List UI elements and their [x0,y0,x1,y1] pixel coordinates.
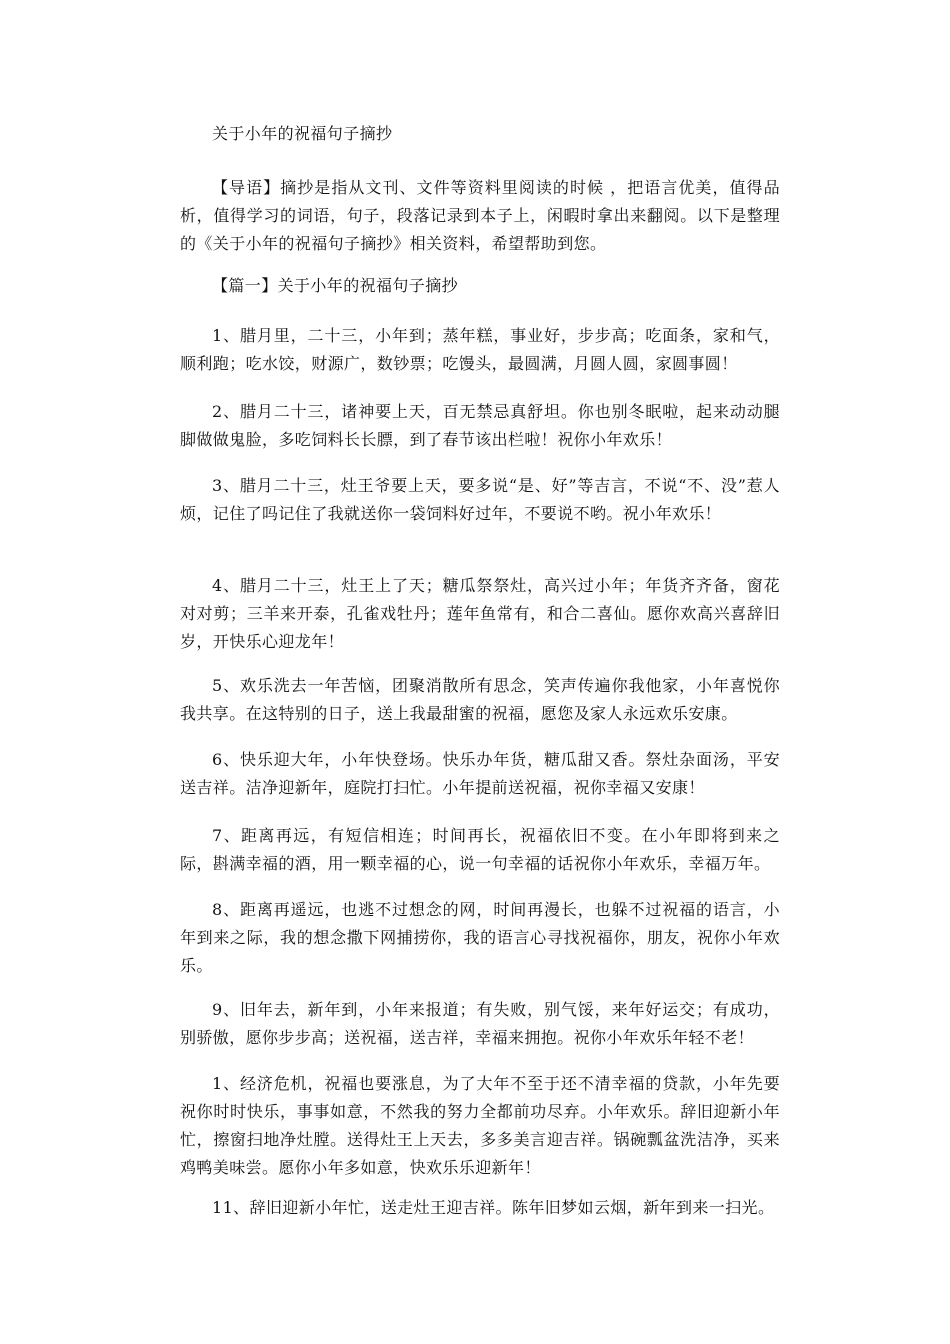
document-title: 关于小年的祝福句子摘抄 [212,124,393,143]
paragraph-11: 11、辞旧迎新小年忙，送走灶王迎吉祥。陈年旧梦如云烟，新年到来一扫光。 [212,1198,775,1217]
paragraph-7: 7、距离再远，有短信相连；时间再长，祝福依旧不变。在小年即将到来之际，斟满幸福的酒，用一颗幸福的心，说一句幸福的话祝你小年欢乐，幸福万年。 [180,826,780,873]
paragraph-3: 3、腊月二十三，灶王爷要上天，要多说“是、好”等吉言，不说“不、没”惹人烦，记住了吗记住了我就送你一袋饲料好过年，不要说不哟。祝小年欢乐！ [180,476,780,523]
intro-paragraph: 【导语】摘抄是指从文刊、文件等资料里阅读的时候 ，把语言优美，值得品析，值得学习的词语，句子，段落记录到本子上，闲暇时拿出来翻阅。以下是整理的《关于小年的祝福句子摘抄》相关资料，希望帮助到您。 [180,178,780,253]
paragraph-8: 8、距离再遥远，也逃不过想念的网，时间再漫长，也躲不过祝福的语言，小年到来之际，我的想念撒下网捕捞你，我的语言心寻找祝福你，朋友，祝你小年欢乐。 [180,900,780,975]
paragraph-10: 1、经济危机，祝福也要涨息，为了大年不至于还不清幸福的贷款，小年先要祝你时时快乐，事事如意，不然我的努力全都前功尽弃。小年欢乐。辞旧迎新小年忙，擦窗扫地净灶膛。送得灶王上天去，多多美言迎吉祥。锅碗瓢盆洗洁净，买来鸡鸭美味尝。愿你小年多如意，快欢乐乐迎新年！ [180,1074,780,1177]
paragraph-4: 4、腊月二十三，灶王上了天；糖瓜祭祭灶，高兴过小年；年货齐齐备，窗花对对剪；三羊来开泰，孔雀戏牡丹；莲年鱼常有，和合二喜仙。愿你欢高兴喜辞旧岁，开快乐心迎龙年！ [180,576,780,651]
paragraph-2: 2、腊月二十三，诸神要上天，百无禁忌真舒坦。你也别冬眠啦，起来动动腿脚做做鬼脸，多吃饲料长长膘，到了春节该出栏啦！祝你小年欢乐！ [180,402,780,449]
paragraph-6: 6、快乐迎大年，小年快登场。快乐办年货，糖瓜甜又香。祭灶杂面汤，平安送吉祥。洁净迎新年，庭院打扫忙。小年提前送祝福，祝你幸福又安康！ [180,750,780,797]
paragraph-5: 5、欢乐洗去一年苦恼，团聚消散所有思念，笑声传遍你我他家，小年喜悦你我共享。在这特别的日子，送上我最甜蜜的祝福，愿您及家人永远欢乐安康。 [180,676,780,723]
paragraph-1: 1、腊月里，二十三，小年到；蒸年糕，事业好，步步高；吃面条，家和气，顺利跑；吃水饺，财源广，数钞票；吃馒头，最圆满，月圆人圆，家圆事圆！ [180,326,780,373]
paragraph-9: 9、旧年去，新年到，小年来报道；有失败，别气馁，来年好运交；有成功，别骄傲，愿你步步高；送祝福，送吉祥，幸福来拥抱。祝你小年欢乐年轻不老！ [180,1000,780,1047]
section-heading: 【篇一】关于小年的祝福句子摘抄 [212,276,459,295]
